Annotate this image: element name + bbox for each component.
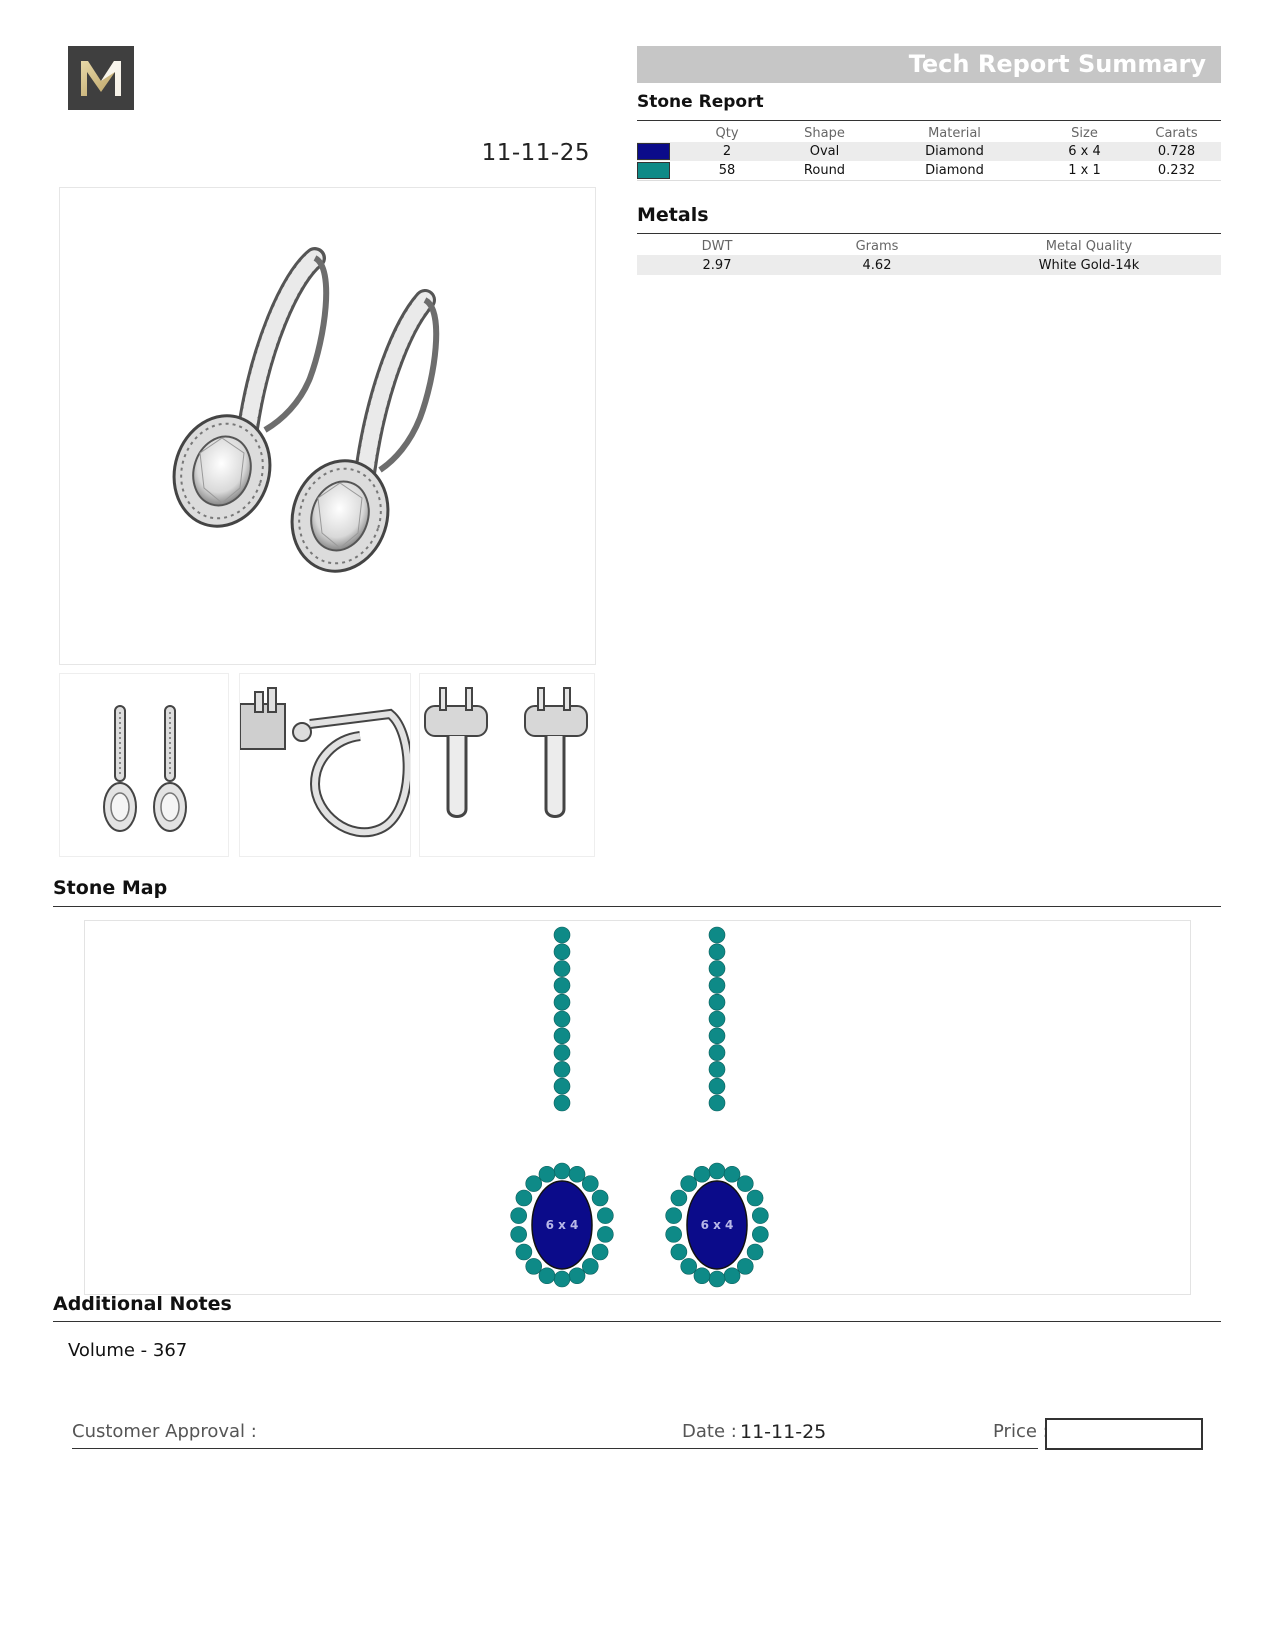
center-stone-size-label: 6 x 4 — [700, 1218, 734, 1232]
metals-rule — [637, 233, 1221, 234]
accent-stone — [671, 1244, 687, 1260]
price-input-box[interactable] — [1045, 1418, 1203, 1450]
stone-carats: 0.728 — [1132, 142, 1221, 161]
earring-hinge-closeup-image — [240, 674, 410, 856]
stone-report-rule — [637, 120, 1221, 121]
accent-stone — [747, 1190, 763, 1206]
metals-heading: Metals — [637, 204, 709, 226]
accent-stone — [592, 1190, 608, 1206]
additional-notes-rule — [53, 1321, 1221, 1322]
table-row — [637, 161, 1221, 181]
stone-map-heading: Stone Map — [53, 877, 168, 899]
swatch-header — [637, 124, 677, 142]
accent-stone — [597, 1226, 613, 1242]
earring-pair-image — [60, 188, 595, 664]
accent-stone — [709, 1095, 725, 1111]
accent-stone — [511, 1226, 527, 1242]
stone-size: 1 x 1 — [1037, 161, 1132, 181]
customer-approval-label: Customer Approval : — [72, 1421, 257, 1442]
accent-stone — [666, 1226, 682, 1242]
accent-stone — [554, 1028, 570, 1044]
metal-dwt: 2.97 — [637, 255, 797, 275]
notes-text: Volume - 367 — [68, 1340, 188, 1361]
stone-map-rule — [53, 906, 1221, 907]
stone-report-heading: Stone Report — [637, 92, 764, 112]
accent-stone — [539, 1166, 555, 1182]
accent-stone — [709, 1163, 725, 1179]
accent-stone — [569, 1268, 585, 1284]
thumbnail-side-view — [419, 673, 595, 857]
stone-map-canvas — [84, 920, 1191, 1295]
stone-shape: Round — [777, 161, 872, 181]
accent-stone — [737, 1176, 753, 1192]
accent-stone — [709, 994, 725, 1010]
center-stone-size-label: 6 x 4 — [545, 1218, 579, 1232]
accent-stone — [539, 1268, 555, 1284]
stone-size: 6 x 4 — [1037, 142, 1132, 161]
accent-stone — [516, 1244, 532, 1260]
earring-render-main — [59, 187, 596, 665]
accent-stone — [582, 1176, 598, 1192]
col-metal-quality: Metal Quality — [1045, 238, 1133, 254]
stone-carats: 0.232 — [1132, 161, 1221, 181]
earring-front-view-image — [60, 674, 228, 856]
accent-stone — [681, 1176, 697, 1192]
accent-stone — [511, 1208, 527, 1224]
accent-stone — [709, 1028, 725, 1044]
approval-date-value: 11-11-25 — [740, 1421, 827, 1443]
accent-stone — [666, 1208, 682, 1224]
report-title: Tech Report Summary — [908, 50, 1206, 78]
accent-stone — [554, 1078, 570, 1094]
accent-stone — [709, 961, 725, 977]
stone-material: Diamond — [872, 142, 1037, 161]
accent-stone — [694, 1166, 710, 1182]
accent-stone — [554, 1045, 570, 1061]
accent-stone — [526, 1176, 542, 1192]
accent-stone — [554, 1011, 570, 1027]
accent-stone — [554, 1271, 570, 1287]
accent-stone — [554, 1061, 570, 1077]
accent-stone — [569, 1166, 585, 1182]
accent-stone — [752, 1226, 768, 1242]
metal-quality: White Gold-14k — [957, 255, 1221, 275]
stone-color-swatch — [637, 162, 670, 179]
logo-m-icon — [68, 46, 134, 110]
col-dwt: DWT — [701, 238, 733, 254]
accent-stone — [709, 944, 725, 960]
accent-stone — [709, 1078, 725, 1094]
accent-stone — [737, 1258, 753, 1274]
accent-stone — [554, 1163, 570, 1179]
col-material: Material — [928, 125, 981, 141]
metals-table — [637, 237, 1221, 275]
brand-logo — [68, 46, 134, 110]
accent-stone — [597, 1208, 613, 1224]
metal-grams: 4.62 — [797, 255, 957, 275]
accent-stone — [554, 1095, 570, 1111]
date-label: Date : — [682, 1421, 737, 1442]
stone-qty: 2 — [677, 142, 777, 161]
stone-color-swatch — [637, 143, 670, 160]
col-carats: Carats — [1155, 125, 1198, 141]
accent-stone — [516, 1190, 532, 1206]
accent-stone — [554, 994, 570, 1010]
col-shape: Shape — [804, 125, 845, 141]
approval-signature-line — [72, 1448, 1038, 1449]
accent-stone — [681, 1258, 697, 1274]
accent-stone — [709, 977, 725, 993]
stone-material: Diamond — [872, 161, 1037, 181]
accent-stone — [724, 1268, 740, 1284]
accent-stone — [709, 1271, 725, 1287]
table-row — [637, 255, 1221, 275]
accent-stone — [709, 1045, 725, 1061]
thumbnail-front-view — [59, 673, 229, 857]
accent-stone — [724, 1166, 740, 1182]
accent-stone — [747, 1244, 763, 1260]
accent-stone — [694, 1268, 710, 1284]
accent-stone — [554, 927, 570, 943]
accent-stone — [554, 961, 570, 977]
accent-stone — [526, 1258, 542, 1274]
col-grams: Grams — [855, 238, 899, 254]
earring-side-view-image — [420, 674, 594, 856]
stone-qty: 58 — [677, 161, 777, 181]
report-date: 11-11-25 — [481, 140, 590, 166]
accent-stone — [592, 1244, 608, 1260]
additional-notes-heading: Additional Notes — [53, 1293, 232, 1315]
table-row — [637, 142, 1221, 161]
thumbnail-hinge-view — [239, 673, 411, 857]
accent-stone — [709, 927, 725, 943]
col-size: Size — [1071, 125, 1098, 141]
price-label: Price : — [993, 1421, 1049, 1442]
accent-stone — [582, 1258, 598, 1274]
accent-stone — [554, 977, 570, 993]
col-qty: Qty — [715, 125, 739, 141]
accent-stone — [554, 944, 570, 960]
accent-stone — [709, 1011, 725, 1027]
stone-shape: Oval — [777, 142, 872, 161]
report-title-bar — [637, 46, 1221, 83]
stone-map-diagram — [85, 921, 1190, 1294]
stone-report-table — [637, 124, 1221, 181]
accent-stone — [752, 1208, 768, 1224]
accent-stone — [709, 1061, 725, 1077]
accent-stone — [671, 1190, 687, 1206]
